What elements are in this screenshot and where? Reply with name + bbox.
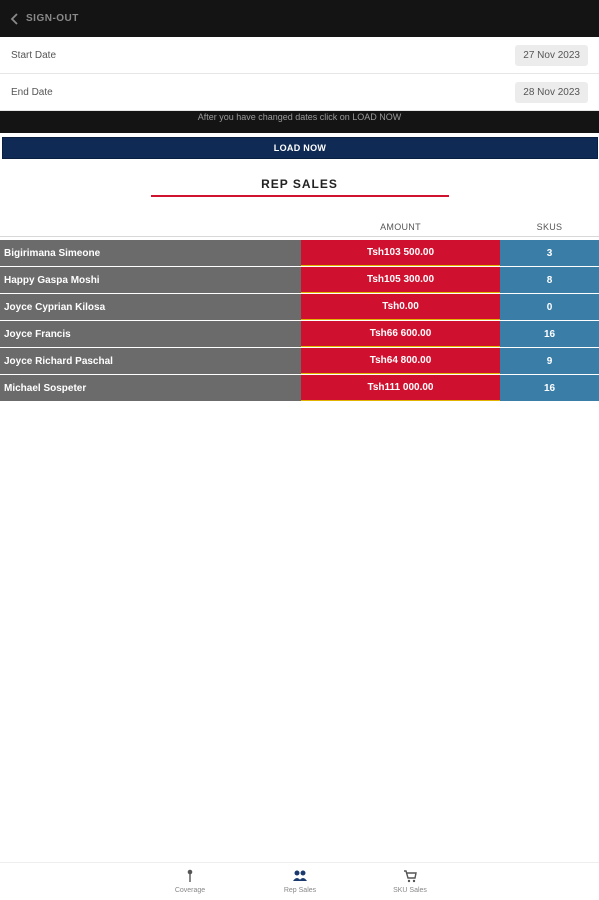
tab-coverage[interactable] [150,869,230,894]
rep-amount: Tsh103 500.00 [301,240,500,266]
rep-amount: Tsh105 300.00 [301,267,500,293]
rep-skus: 9 [500,348,599,374]
rep-name: Joyce Francis [0,321,301,347]
sign-out-label: SIGN-OUT [26,13,79,24]
table-row[interactable] [0,375,599,402]
table-row[interactable] [0,321,599,348]
rep-skus: 3 [500,240,599,266]
start-date-picker[interactable]: 27 Nov 2023 [515,45,588,66]
hint-text: After you have changed dates click on LOAD NOW [0,111,599,133]
table-row[interactable] [0,348,599,375]
end-date-label: End Date [11,86,53,98]
rep-name: Bigirimana Simeone [0,240,301,266]
tab-sku-sales-label: SKU Sales [393,887,427,894]
pin-icon [186,869,194,883]
chevron-left-icon [10,13,20,25]
start-date-row [0,37,599,74]
rep-amount: Tsh0.00 [301,294,500,320]
section-title: REP SALES [261,177,338,191]
reps-icon [292,869,308,883]
rep-name: Happy Gaspa Moshi [0,267,301,293]
skus-column-header: SKUS [536,222,563,232]
amount-column-header: AMOUNT [380,222,421,232]
rep-skus: 8 [500,267,599,293]
table-row[interactable] [0,294,599,321]
end-date-row [0,74,599,111]
rep-skus: 16 [500,321,599,347]
tab-rep-sales[interactable] [260,869,340,894]
tab-sku-sales[interactable] [370,869,450,894]
rep-name: Michael Sospeter [0,375,301,401]
cart-icon [403,869,417,883]
rep-amount: Tsh111 000.00 [301,375,500,401]
section-underline [151,195,449,197]
tab-coverage-label: Coverage [174,887,206,894]
rep-name: Joyce Cyprian Kilosa [0,294,301,320]
sign-out-button[interactable] [10,13,79,25]
tab-rep-sales-label: Rep Sales [283,887,317,894]
end-date-picker[interactable]: 28 Nov 2023 [515,82,588,103]
table-row[interactable] [0,267,599,294]
table-header [0,215,599,237]
rep-skus: 0 [500,294,599,320]
rep-name: Joyce Richard Paschal [0,348,301,374]
top-bar [0,0,599,37]
rep-amount: Tsh66 600.00 [301,321,500,347]
table-row[interactable] [0,240,599,267]
rep-skus: 16 [500,375,599,401]
date-range [0,37,599,111]
rep-amount: Tsh64 800.00 [301,348,500,374]
rep-sales-table [0,240,599,402]
bottom-nav [0,862,599,900]
start-date-label: Start Date [11,49,57,61]
load-now-button[interactable]: LOAD NOW [2,137,598,159]
